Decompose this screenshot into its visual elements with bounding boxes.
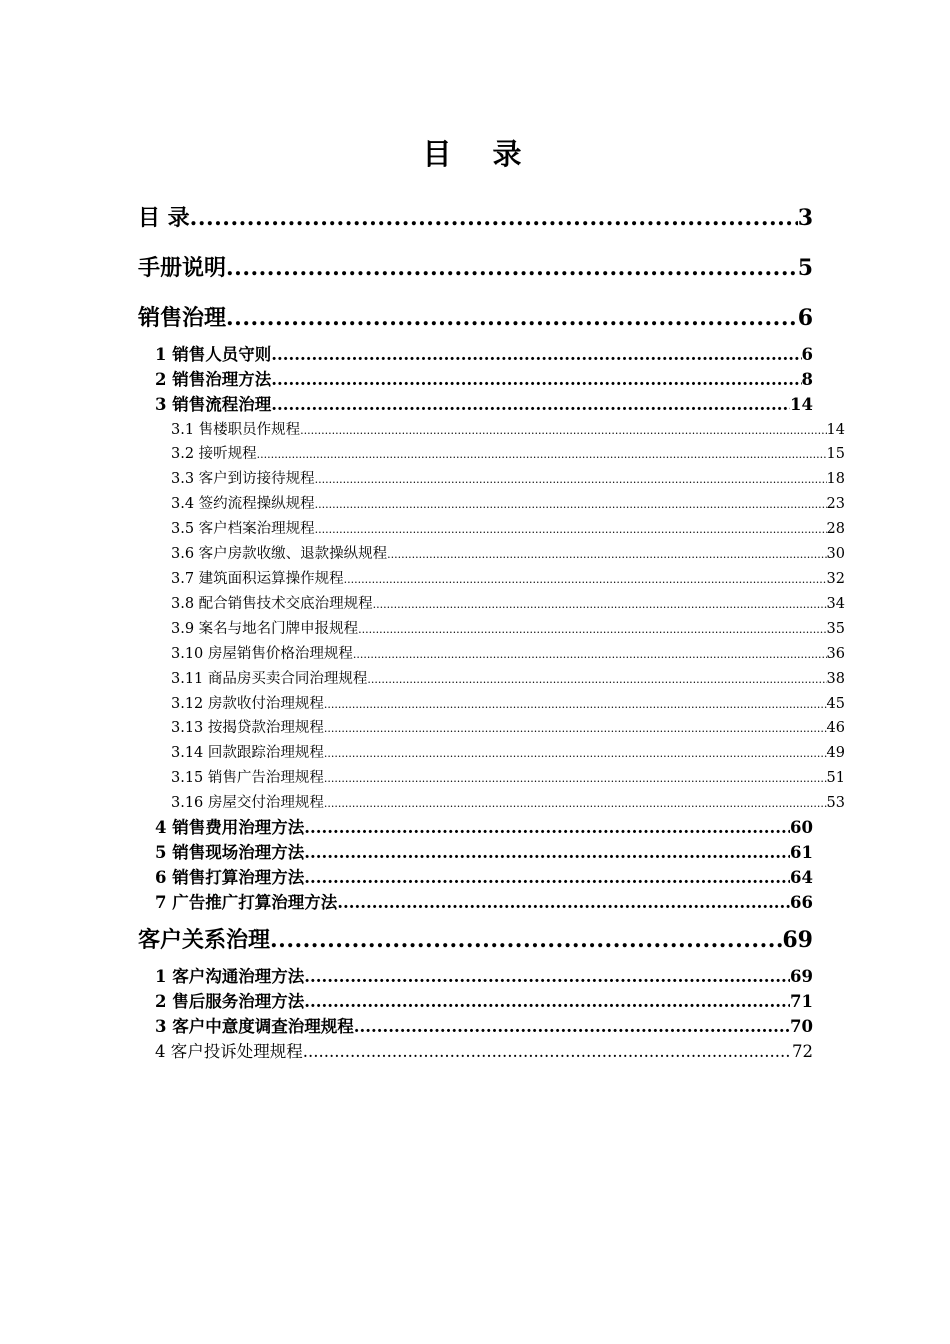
toc-entry[interactable] [155,991,813,1013]
toc-entry[interactable] [138,925,813,955]
toc-entry-label: 3 销售流程治理 [155,395,272,414]
toc-entry-label: 7 广告推广打算治理方法 [155,893,338,912]
toc-dot-leader [190,203,798,233]
toc-dot-leader [324,794,827,814]
toc-entry-label: 3.5 客户档案治理规程 [171,521,315,537]
toc-dot-leader [373,595,827,615]
toc-page-number: 8 [801,370,813,389]
toc-dot-leader [315,495,827,515]
toc-dot-leader [304,867,790,889]
toc-entry-label: 3.16 房屋交付治理规程 [171,795,324,811]
toc-page-number: 66 [790,893,813,912]
toc-entry[interactable] [138,303,813,333]
toc-entry-label: 3.7 建筑面积运算操作规程 [171,571,344,587]
toc-page-number: 45 [826,696,845,712]
toc-entry-label: 2 销售治理方法 [155,370,272,389]
toc-dot-leader [270,925,782,955]
toc-entry-label: 手册说明 [138,255,227,281]
toc-entry[interactable] [155,394,813,416]
toc-page-number: 6 [797,305,813,331]
toc-page-number: 6 [801,345,813,364]
toc-page-number: 69 [790,967,813,986]
toc-entry[interactable] [155,966,813,988]
toc-page-number: 70 [790,1017,813,1036]
toc-entry[interactable] [155,344,813,366]
toc-entry-label: 3.14 回款跟踪治理规程 [171,745,324,761]
toc-entry[interactable] [155,842,813,864]
toc-entry[interactable] [155,1016,813,1038]
toc-entry-label: 3.4 签约流程操纵规程 [171,496,315,512]
toc-dot-leader [367,670,826,690]
toc-dot-leader [324,769,827,789]
toc-entry-label: 3.1 售楼职员作规程 [171,422,301,438]
toc-page-number: 38 [826,671,845,687]
toc-entry-label: 3.12 房款收付治理规程 [171,696,324,712]
toc-entry-label: 3.8 配合销售技术交底治理规程 [171,596,373,612]
toc-page-number: 5 [797,255,813,281]
toc-page-number: 32 [826,571,845,587]
toc-entry-label: 1 客户沟通治理方法 [155,967,305,986]
toc-dot-leader [271,344,801,366]
toc-entry-label: 5 销售现场治理方法 [155,843,305,862]
toc-entry[interactable] [155,1041,813,1063]
toc-entry[interactable] [138,203,813,233]
toc-entry-label: 3.6 客户房款收缴、退款操纵规程 [171,546,388,562]
toc-entry[interactable] [171,544,845,564]
toc-page-number: 60 [790,818,813,837]
toc-entry[interactable] [171,743,845,763]
toc-page-number: 53 [826,795,845,811]
toc-dot-leader [324,695,827,715]
toc-entry-label: 6 销售打算治理方法 [155,868,305,887]
toc-entry[interactable] [171,494,845,514]
toc-page-number: 14 [826,422,845,438]
toc-entry[interactable] [171,619,845,639]
toc-entry[interactable] [171,444,845,464]
toc-dot-leader [387,545,826,565]
toc-page-number: 23 [826,496,845,512]
toc-entry-label: 3.10 房屋销售价格治理规程 [171,646,353,662]
toc-dot-leader [354,1016,790,1038]
toc-entry[interactable] [155,892,813,914]
toc-entry[interactable] [138,253,813,283]
toc-page-number: 34 [826,596,845,612]
toc-page-number: 28 [826,521,845,537]
toc-entry-label: 3.15 销售广告治理规程 [171,770,324,786]
toc-entry-label: 4 客户投诉处理规程 [155,1042,303,1061]
toc-entry[interactable] [171,768,845,788]
toc-page-number: 64 [790,868,813,887]
toc-dot-leader [271,369,801,391]
toc-page-number: 71 [790,992,813,1011]
toc-entry[interactable] [155,817,813,839]
toc-entry-label: 3.11 商品房买卖合同治理规程 [171,671,368,687]
toc-entry-label: 2 售后服务治理方法 [155,992,305,1011]
toc-dot-leader [300,421,826,441]
toc-page-number: 36 [826,646,845,662]
toc-page-number: 15 [826,446,845,462]
toc-entry[interactable] [171,469,845,489]
toc-entry-label: 4 销售费用治理方法 [155,818,305,837]
toc-page-number: 35 [826,621,845,637]
toc-entry[interactable] [171,718,845,738]
toc-dot-leader [303,1041,792,1063]
toc-dot-leader [257,445,827,465]
toc-page-number: 14 [790,395,813,414]
toc-dot-leader [226,253,798,283]
toc-page-number: 51 [826,770,845,786]
toc-dot-leader [226,303,798,333]
toc-dot-leader [271,394,790,416]
toc-dot-leader [304,842,790,864]
page-title: 目 录 [422,137,528,171]
toc-dot-leader [304,991,790,1013]
toc-entry[interactable] [171,569,845,589]
toc-page-number: 3 [797,205,813,231]
toc-dot-leader [315,470,827,490]
toc-entry-label: 3.3 客户到访接待规程 [171,471,315,487]
toc-dot-leader [324,744,827,764]
toc-dot-leader [304,817,790,839]
toc-entry[interactable] [171,694,845,714]
toc-page-number: 49 [826,745,845,761]
toc-dot-leader [353,645,827,665]
toc-entry[interactable] [171,519,845,539]
toc-entry-label: 1 销售人员守则 [155,345,272,364]
toc-entry-label: 3.2 接听规程 [171,446,257,462]
toc-page-number: 46 [826,720,845,736]
toc-dot-leader [337,892,790,914]
toc-dot-leader [315,520,827,540]
toc-entry[interactable] [171,644,845,664]
toc-dot-leader [344,570,827,590]
toc-page-number: 30 [826,546,845,562]
toc-page-number: 18 [826,471,845,487]
toc-entry[interactable] [155,867,813,889]
toc-dot-leader [358,620,826,640]
toc-entry-label: 3 客户中意度调查治理规程 [155,1017,354,1036]
toc-entry[interactable] [171,669,845,689]
toc-entry[interactable] [171,420,845,440]
toc-entry-label: 客户关系治理 [138,927,271,953]
toc-entry-label: 3.9 案名与地名门牌申报规程 [171,621,359,637]
toc-page-number: 61 [790,843,813,862]
toc-dot-leader [324,719,827,739]
toc-entry-label: 3.13 按揭贷款治理规程 [171,720,324,736]
toc-entry[interactable] [171,594,845,614]
toc-page-number: 72 [792,1042,813,1061]
toc-page-number: 69 [782,927,813,953]
toc-entry[interactable] [155,369,813,391]
toc-dot-leader [304,966,790,988]
toc-entry[interactable] [171,793,845,813]
toc-entry-label: 销售治理 [138,305,227,331]
toc-entry-label: 目 录 [138,205,190,231]
